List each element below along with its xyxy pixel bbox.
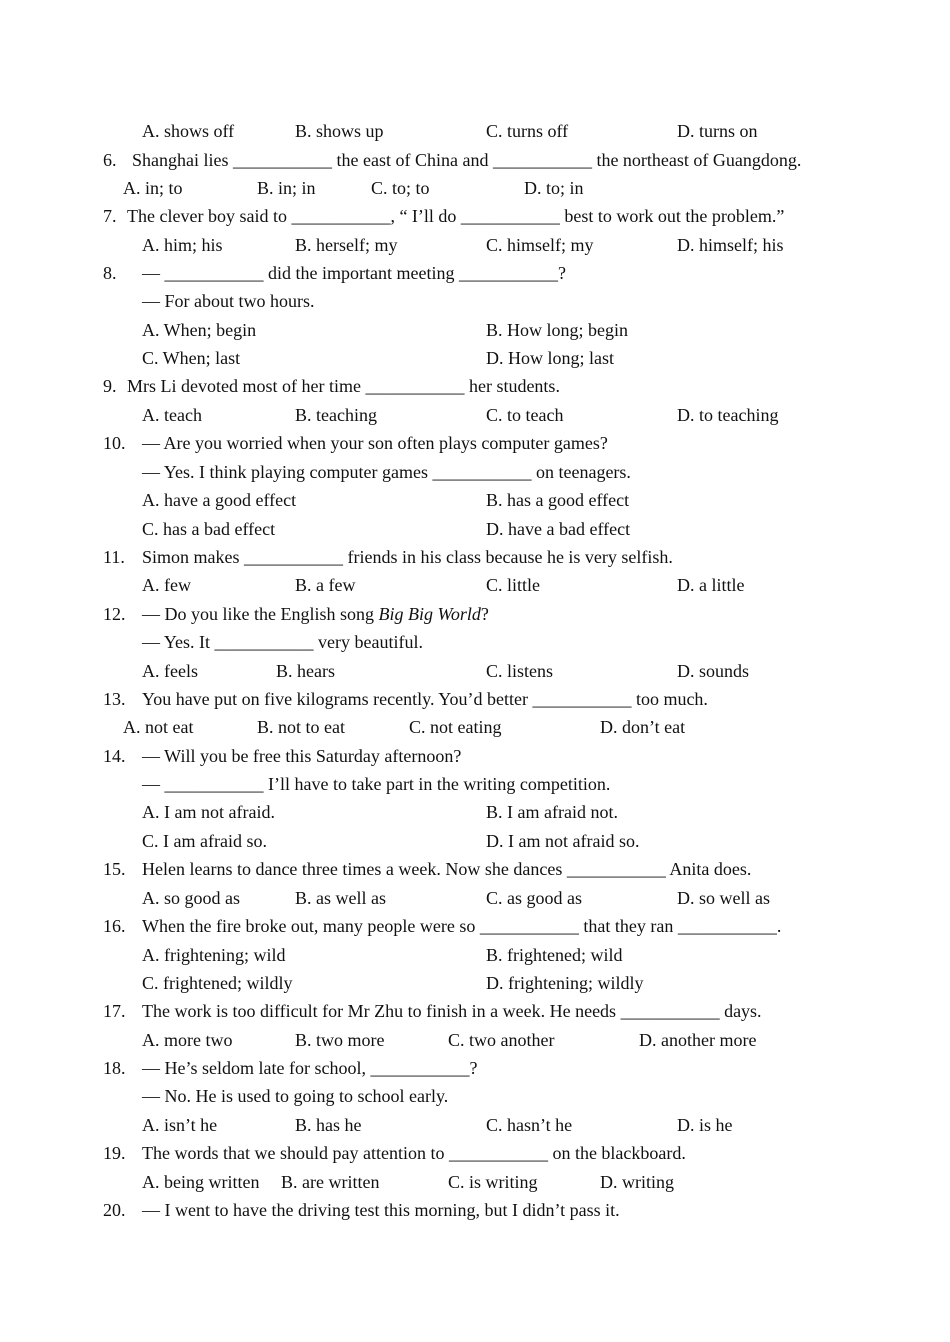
q12-line1	[142, 603, 489, 625]
q9-stem: Mrs Li devoted most of her time ___________ her students.	[127, 376, 560, 396]
q10-option-a: A. have a good effect	[142, 490, 297, 510]
q15-number: 15.	[103, 859, 126, 879]
q12-line1-end: ?	[480, 604, 489, 624]
q11-option-d: D. a little	[677, 575, 745, 595]
q17-number: 17.	[103, 1001, 126, 1021]
q14-option-c: C. I am afraid so.	[142, 831, 267, 851]
q12-option-c: C. listens	[486, 661, 554, 681]
q8-option-a: A. When; begin	[142, 320, 257, 340]
q18-option-b: B. has he	[295, 1115, 362, 1135]
q9-option-c: C. to teach	[486, 405, 564, 425]
q12-line1-text: — Do you like the English song	[142, 604, 379, 624]
q16-option-a: A. frightening; wild	[142, 945, 286, 965]
q18-option-a: A. isn’t he	[142, 1115, 218, 1135]
q7-option-c: C. himself; my	[486, 235, 594, 255]
q6-stem: Shanghai lies ___________ the east of China and ___________ the northeast of Guangdong.	[132, 150, 802, 170]
q11-option-a: A. few	[142, 575, 191, 595]
q11-option-c: C. little	[486, 575, 540, 595]
q18-option-d: D. is he	[677, 1115, 733, 1135]
q7-number: 7.	[103, 206, 117, 226]
q6-option-a: A. in; to	[123, 178, 183, 198]
q16-stem: When the fire broke out, many people were so ___________ that they ran ___________.	[142, 916, 782, 936]
q15-option-b: B. as well as	[295, 888, 386, 908]
q19-number: 19.	[103, 1143, 126, 1163]
q17-option-a: A. more two	[142, 1030, 233, 1050]
q18-number: 18.	[103, 1058, 126, 1078]
q14-option-d: D. I am not afraid so.	[486, 831, 640, 851]
q10-line1: — Are you worried when your son often plays computer games?	[142, 433, 608, 453]
q19-option-d: D. writing	[600, 1172, 674, 1192]
q15-option-d: D. so well as	[677, 888, 770, 908]
q15-option-c: C. as good as	[486, 888, 582, 908]
q14-line2: — ___________ I’ll have to take part in the writing competition.	[142, 774, 611, 794]
q7-option-d: D. himself; his	[677, 235, 784, 255]
q11-option-b: B. a few	[295, 575, 356, 595]
q13-option-c: C. not eating	[409, 717, 502, 737]
q9-option-a: A. teach	[142, 405, 202, 425]
q18-line2: — No. He is used to going to school early.	[142, 1086, 449, 1106]
q14-number: 14.	[103, 746, 126, 766]
q18-option-c: C. hasn’t he	[486, 1115, 573, 1135]
q13-option-b: B. not to eat	[257, 717, 345, 737]
q17-option-b: B. two more	[295, 1030, 385, 1050]
q12-number: 12.	[103, 604, 126, 624]
q20-line1: — I went to have the driving test this morning, but I didn’t pass it.	[142, 1200, 620, 1220]
q11-number: 11.	[103, 547, 125, 567]
q9-option-d: D. to teaching	[677, 405, 779, 425]
q7-stem: The clever boy said to ___________, “ I’ll do ___________ best to work out the problem.”	[127, 206, 785, 226]
q13-stem: You have put on five kilograms recently. You’d better ___________ too much.	[142, 689, 708, 709]
q11-stem: Simon makes ___________ friends in his class because he is very selfish.	[142, 547, 673, 567]
q12-option-d: D. sounds	[677, 661, 750, 681]
q8-option-b: B. How long; begin	[486, 320, 628, 340]
q10-option-c: C. has a bad effect	[142, 519, 276, 539]
q20-number: 20.	[103, 1200, 126, 1220]
q8-line2: — For about two hours.	[142, 291, 315, 311]
q9-number: 9.	[103, 376, 117, 396]
q7-option-b: B. herself; my	[295, 235, 398, 255]
q8-option-d: D. How long; last	[486, 348, 614, 368]
q19-option-a: A. being written	[142, 1172, 260, 1192]
q12-line2: — Yes. It ___________ very beautiful.	[142, 632, 423, 652]
q6-option-c: C. to; to	[371, 178, 430, 198]
q7-option-a: A. him; his	[142, 235, 223, 255]
q13-option-a: A. not eat	[123, 717, 194, 737]
q8-number: 8.	[103, 263, 117, 283]
q5-option-a: A. shows off	[142, 121, 235, 141]
q8-option-c: C. When; last	[142, 348, 241, 368]
q13-number: 13.	[103, 689, 126, 709]
q10-option-d: D. have a bad effect	[486, 519, 631, 539]
q17-option-c: C. two another	[448, 1030, 555, 1050]
q16-option-b: B. frightened; wild	[486, 945, 623, 965]
q5-option-b: B. shows up	[295, 121, 384, 141]
q10-number: 10.	[103, 433, 126, 453]
q19-option-c: C. is writing	[448, 1172, 538, 1192]
q10-line2: — Yes. I think playing computer games ___________ on teenagers.	[142, 462, 631, 482]
q14-option-a: A. I am not afraid.	[142, 802, 275, 822]
q14-line1: — Will you be free this Saturday afternoon?	[142, 746, 462, 766]
q10-option-b: B. has a good effect	[486, 490, 630, 510]
q5-option-d: D. turns on	[677, 121, 758, 141]
q6-option-b: B. in; in	[257, 178, 316, 198]
q13-option-d: D. don’t eat	[600, 717, 686, 737]
q17-stem: The work is too difficult for Mr Zhu to finish in a week. He needs ___________ days.	[142, 1001, 762, 1021]
song-title: Big Big World	[378, 604, 481, 624]
q16-option-d: D. frightening; wildly	[486, 973, 644, 993]
q19-option-b: B. are written	[281, 1172, 380, 1192]
q18-line1: — He’s seldom late for school, ___________?	[142, 1058, 478, 1078]
q5-option-c: C. turns off	[486, 121, 569, 141]
q8-line1: — ___________ did the important meeting ___________?	[142, 263, 566, 283]
q16-option-c: C. frightened; wildly	[142, 973, 293, 993]
q9-option-b: B. teaching	[295, 405, 377, 425]
q15-option-a: A. so good as	[142, 888, 240, 908]
q19-stem: The words that we should pay attention to ___________ on the blackboard.	[142, 1143, 686, 1163]
q15-stem: Helen learns to dance three times a week. Now she dances ___________ Anita does.	[142, 859, 752, 879]
q6-number: 6.	[103, 150, 117, 170]
q6-option-d: D. to; in	[524, 178, 584, 198]
q16-number: 16.	[103, 916, 126, 936]
q12-option-b: B. hears	[276, 661, 335, 681]
q14-option-b: B. I am afraid not.	[486, 802, 618, 822]
q17-option-d: D. another more	[639, 1030, 757, 1050]
q12-option-a: A. feels	[142, 661, 198, 681]
